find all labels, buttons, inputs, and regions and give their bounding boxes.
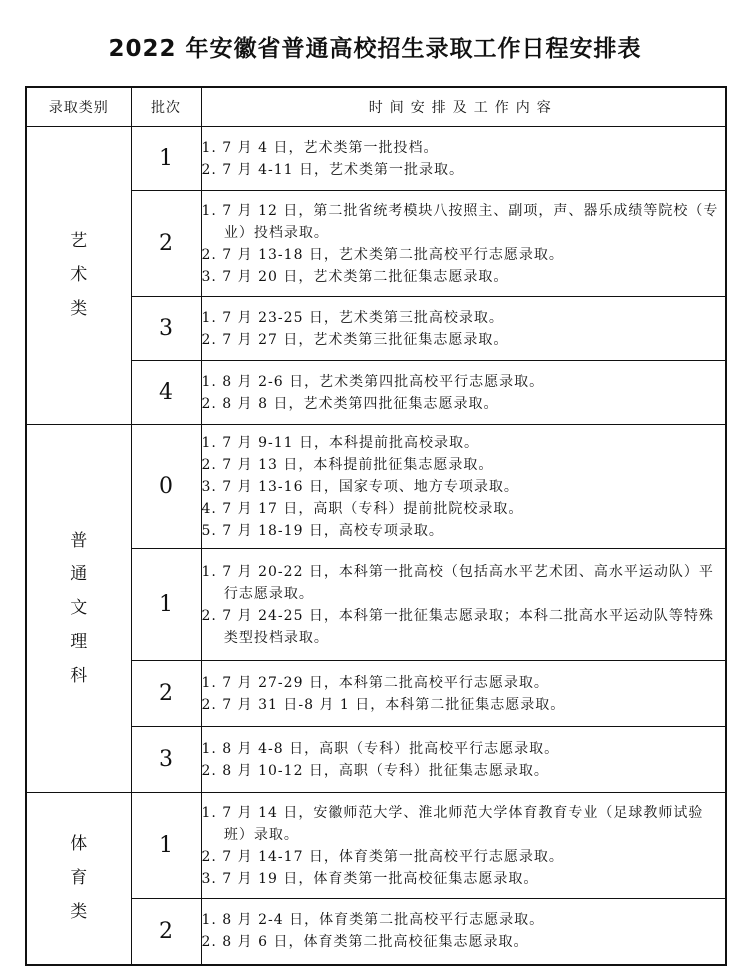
- schedule-item: 1. 8 月 4-8 日，高职（专科）批高校平行志愿录取。: [201, 740, 560, 757]
- content-cell: [201, 191, 726, 297]
- content-cell: [201, 127, 726, 191]
- content-cell: [201, 899, 726, 965]
- table-row: [26, 425, 726, 549]
- header-content: 时间安排及工作内容: [201, 87, 726, 127]
- content-cell: [201, 661, 726, 727]
- category-cell: [26, 425, 131, 793]
- table-row: [26, 549, 726, 661]
- header-category: 录取类别: [26, 87, 131, 127]
- content-cell: [201, 425, 726, 549]
- batch-cell: 3: [131, 727, 201, 793]
- schedule-item: 2. 8 月 6 日，体育类第二批高校征集志愿录取。: [201, 934, 529, 951]
- table-row: [26, 127, 726, 191]
- batch-cell: 2: [131, 191, 201, 297]
- content-cell: [201, 297, 726, 361]
- schedule-item: 4. 7 月 17 日，高职（专科）提前批院校录取。: [201, 500, 524, 517]
- schedule-item: 3. 7 月 20 日，艺术类第二批征集志愿录取。: [201, 268, 509, 285]
- schedule-table: [25, 86, 727, 966]
- schedule-item: 1. 7 月 27-29 日，本科第二批高校平行志愿录取。: [201, 674, 549, 691]
- schedule-item: 1. 7 月 4 日，艺术类第一批投档。: [201, 139, 439, 156]
- batch-cell: 1: [131, 127, 201, 191]
- schedule-item: 2. 7 月 14-17 日，体育类第一批高校平行志愿录取。: [201, 848, 564, 865]
- schedule-item: 2. 8 月 10-12 日，高职（专科）批征集志愿录取。: [201, 762, 549, 779]
- batch-cell: 0: [131, 425, 201, 549]
- category-cell: [26, 127, 131, 425]
- table-row: [26, 297, 726, 361]
- schedule-item: 1. 7 月 14 日，安徽师范大学、淮北师范大学体育教育专业（足球教师试验班）录取。: [201, 804, 704, 843]
- schedule-item: 1. 7 月 20-22 日，本科第一批高校（包括高水平艺术团、高水平运动队）平行志愿录取。: [201, 563, 714, 602]
- schedule-item: 2. 7 月 13 日，本科提前批征集志愿录取。: [201, 456, 494, 473]
- batch-cell: 3: [131, 297, 201, 361]
- batch-cell: 1: [131, 793, 201, 899]
- schedule-item: 2. 8 月 8 日，艺术类第四批征集志愿录取。: [201, 395, 499, 412]
- batch-cell: 1: [131, 549, 201, 661]
- schedule-item: 2. 7 月 24-25 日，本科第一批征集志愿录取；本科二批高水平运动队等特殊类型投档录取。: [201, 607, 714, 646]
- page-title: 2022 年安徽省普通高校招生录取工作日程安排表: [108, 36, 642, 62]
- category-label: 体 育 类: [70, 834, 88, 922]
- table-row: [26, 191, 726, 297]
- header-batch: 批次: [131, 87, 201, 127]
- content-cell: [201, 549, 726, 661]
- table-row: [26, 361, 726, 425]
- batch-cell: 2: [131, 899, 201, 965]
- schedule-item: 1. 8 月 2-6 日，艺术类第四批高校平行志愿录取。: [201, 373, 545, 390]
- header-row: [26, 87, 726, 127]
- batch-cell: 2: [131, 661, 201, 727]
- category-label: 艺 术 类: [70, 231, 88, 319]
- table-row: [26, 899, 726, 965]
- table-row: [26, 793, 726, 899]
- schedule-item: 2. 7 月 31 日-8 月 1 日，本科第二批征集志愿录取。: [201, 696, 566, 713]
- schedule-item: 1. 7 月 23-25 日，艺术类第三批高校录取。: [201, 309, 504, 326]
- schedule-item: 2. 7 月 4-11 日，艺术类第一批录取。: [201, 161, 465, 178]
- batch-cell: 4: [131, 361, 201, 425]
- table-row: [26, 727, 726, 793]
- schedule-item: 3. 7 月 19 日，体育类第一批高校征集志愿录取。: [201, 870, 539, 887]
- category-label: 普 通 文 理 科: [70, 530, 88, 686]
- schedule-item: 5. 7 月 18-19 日，高校专项录取。: [201, 522, 444, 539]
- schedule-item: 1. 8 月 2-4 日，体育类第二批高校平行志愿录取。: [201, 912, 545, 929]
- schedule-item: 1. 7 月 12 日，第二批省统考模块八按照主、副项，声、器乐成绩等院校（专业）投档录取。: [201, 202, 719, 241]
- content-cell: [201, 361, 726, 425]
- schedule-body: [26, 127, 726, 965]
- content-cell: [201, 727, 726, 793]
- table-row: [26, 661, 726, 727]
- schedule-item: 1. 7 月 9-11 日，本科提前批高校录取。: [201, 434, 480, 451]
- schedule-item: 2. 7 月 27 日，艺术类第三批征集志愿录取。: [201, 331, 509, 348]
- content-cell: [201, 793, 726, 899]
- schedule-item: 3. 7 月 13-16 日，国家专项、地方专项录取。: [201, 478, 519, 495]
- schedule-item: 2. 7 月 13-18 日，艺术类第二批高校平行志愿录取。: [201, 246, 564, 263]
- category-cell: [26, 793, 131, 965]
